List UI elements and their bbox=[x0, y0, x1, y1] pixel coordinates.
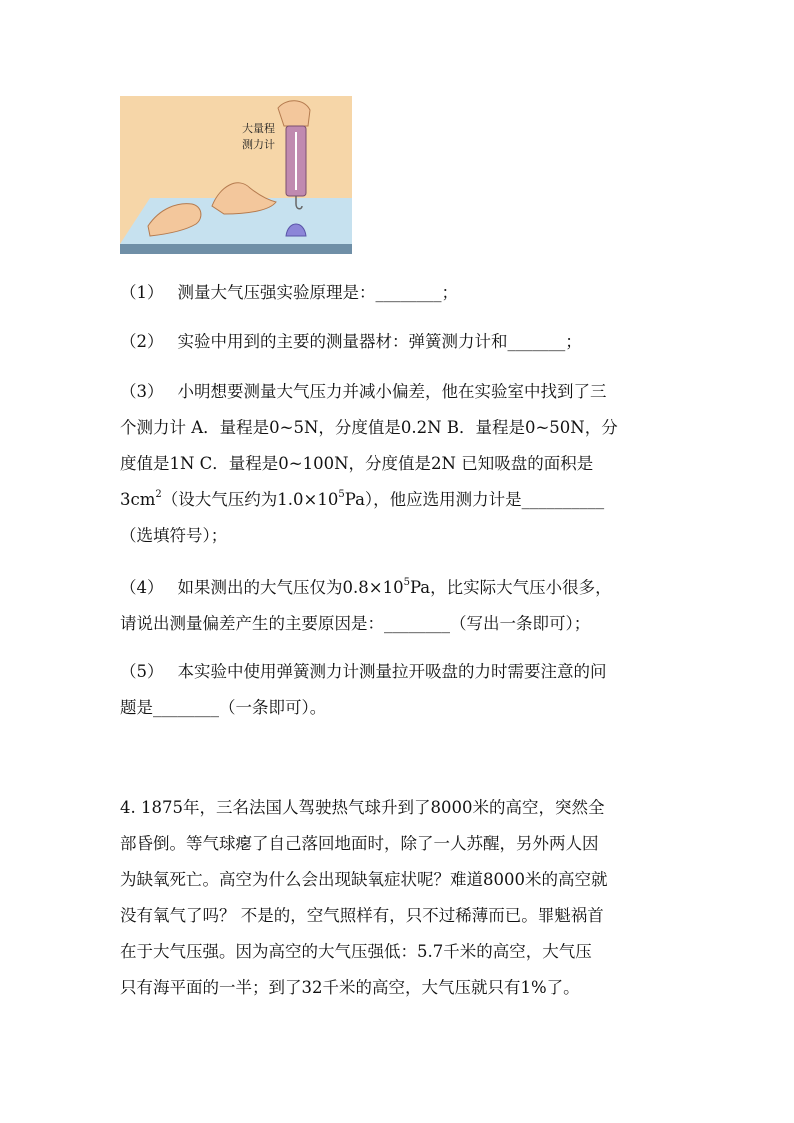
question-3-pressure: （设大气压约为1.0×10 bbox=[161, 490, 339, 509]
passage-line6: 只有海平面的一半；到了32千米的高空，大气压就只有1%了。 bbox=[120, 978, 580, 997]
question-4-text-a: 如果测出的大气压仅为0.8×10 bbox=[177, 578, 404, 597]
question-2-text: 实验中用到的主要的测量器材：弹簧测力计和_______； bbox=[177, 332, 582, 351]
question-3-line2: 个测力计 A．量程是0~5N，分度值是0.2N B．量程是0~50N，分 bbox=[120, 418, 618, 437]
question-2-number: （2） bbox=[120, 332, 164, 351]
question-4-number: （4） bbox=[120, 578, 164, 597]
question-1 bbox=[120, 275, 680, 311]
passage-line3: 为缺氧死亡。高空为什么会出现缺氧症状呢？难道8000米的高空就 bbox=[120, 870, 608, 889]
passage-line1: 4. 1875年，三名法国人驾驶热气球升到了8000米的高空，突然全 bbox=[120, 798, 605, 817]
question-3 bbox=[120, 374, 680, 554]
question-3-line5: （选填符号）； bbox=[120, 526, 228, 545]
holding-hand bbox=[278, 101, 310, 126]
question-4-exponent: 5 bbox=[403, 576, 410, 588]
question-5-number: （5） bbox=[120, 662, 164, 681]
experiment-illustration bbox=[120, 96, 352, 254]
question-1-number: （1） bbox=[120, 283, 164, 302]
passage-line5: 在于大气压强。因为高空的大气压强低：5.7千米的高空，大气压 bbox=[120, 942, 592, 961]
figure-label-line1: 大量程 bbox=[242, 122, 275, 135]
question-1-text: 测量大气压强实验原理是：________； bbox=[177, 283, 458, 302]
question-5-text-line1: 本实验中使用弹簧测力计测量拉开吸盘的力时需要注意的问 bbox=[177, 662, 607, 681]
question-3-blank: Pa），他应选用测力计是__________ bbox=[344, 490, 605, 509]
question-3-line4 bbox=[120, 482, 680, 518]
question-3-area-exponent: 2 bbox=[155, 488, 162, 500]
question-4-text-b: Pa，比实际大气压小很多， bbox=[409, 578, 612, 597]
question-3-line1 bbox=[120, 374, 680, 410]
question-4-line1 bbox=[120, 570, 680, 606]
question-3-pressure-exponent: 5 bbox=[338, 488, 345, 500]
passage-line4: 没有氧气了吗？ 不是的，空气照样有，只不过稀薄而已。罪魁祸首 bbox=[120, 906, 604, 925]
figure-label-line2: 测力计 bbox=[242, 138, 275, 151]
question-4 bbox=[120, 570, 680, 642]
question-5-line2: 题是________（一条即可）。 bbox=[120, 698, 327, 717]
question-5 bbox=[120, 654, 680, 726]
passage-4 bbox=[120, 790, 680, 1006]
table-edge bbox=[120, 244, 352, 254]
passage-line2: 部昏倒。等气球瘪了自己落回地面时，除了一人苏醒，另外两人因 bbox=[120, 834, 599, 853]
experiment-illustration-svg bbox=[120, 96, 352, 254]
question-4-line2: 请说出测量偏差产生的主要原因是：________（写出一条即可）； bbox=[120, 614, 591, 633]
question-3-number: （3） bbox=[120, 382, 164, 401]
question-5-line1 bbox=[120, 654, 680, 690]
question-3-text-line1: 小明想要测量大气压力并减小偏差，他在实验室中找到了三 bbox=[177, 382, 607, 401]
question-2 bbox=[120, 324, 680, 360]
question-3-area: 3cm bbox=[120, 490, 156, 509]
question-3-line3: 度值是1N C．量程是0~100N，分度值是2N 已知吸盘的面积是 bbox=[120, 454, 594, 473]
